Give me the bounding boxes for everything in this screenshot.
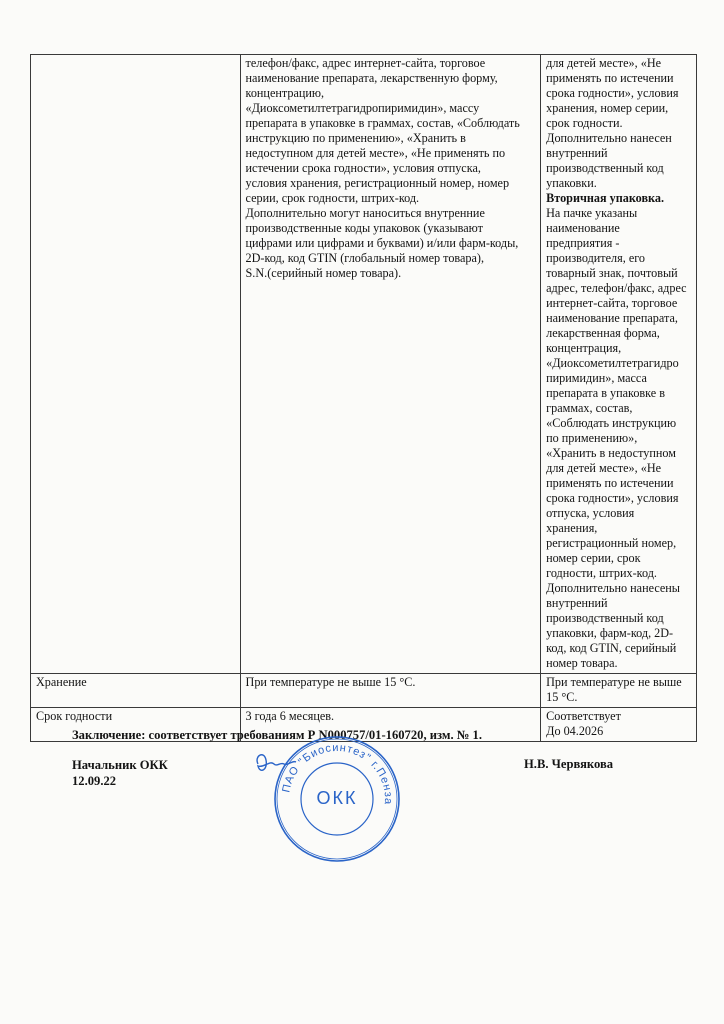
storage-result bbox=[541, 674, 697, 708]
signature-date: 12.09.22 bbox=[72, 774, 117, 788]
secondary-packaging-heading: Вторичная упаковка. bbox=[546, 191, 665, 205]
round-stamp bbox=[272, 734, 402, 864]
requirement-text: телефон/факс, адрес интернет-сайта, торговое наименование препарата, лекарственную форму, концентрацию, «Диоксометилтетрагидропиримидин», массу препарата в упаковке в граммах, состав, «Соблюдать инструкцию по применению», «Хранить в недоступном для детей месте», «Не применять по истечении срока годности», условия отпуска, условия хранения, регистрационный номер, номер серии, срок годности, штрих-код. Дополнительно могут наноситься внутренние производственные коды упаковок (указывают цифрами или цифрами и буквами) и/или фарм-коды, 2D-код, код GTIN (глобальный номер товара), S.N.(серийный номер товара). bbox=[245, 56, 520, 280]
storage-label-text: Хранение bbox=[36, 675, 87, 689]
stamp-ring-text: ПАО "Биосинтез" г.Пенза bbox=[280, 741, 395, 806]
signatory-block bbox=[72, 757, 168, 789]
shelf-life-result bbox=[541, 708, 697, 742]
storage-requirement-text: При температуре не выше 15 °С. bbox=[245, 675, 416, 689]
table-cell-requirement bbox=[240, 55, 541, 674]
stamp-center-text: ОКК bbox=[316, 788, 358, 808]
table-row bbox=[31, 55, 697, 674]
shelf-life-requirement-text: 3 года 6 месяцев. bbox=[245, 709, 335, 723]
table-cell-indicator bbox=[31, 55, 241, 674]
shelf-life-result-text: Соответствует До 04.2026 bbox=[546, 709, 621, 738]
shelf-life-label-text: Срок годности bbox=[36, 709, 113, 723]
signatory-name: Н.В. Червякова bbox=[524, 757, 614, 771]
table-cell-result bbox=[541, 55, 697, 674]
result-text-primary: для детей месте», «Не применять по истечении срока годности», условия хранения, номер серии, срок годности. Дополнительно нанесен внутренний производственный код упаковки. bbox=[546, 56, 679, 190]
storage-result-text: При температуре не выше 15 °С. bbox=[546, 675, 682, 704]
storage-requirement bbox=[240, 674, 541, 708]
signatory-title: Начальник ОКК bbox=[72, 758, 168, 772]
specification-table bbox=[30, 54, 697, 742]
storage-label bbox=[31, 674, 241, 708]
result-text-secondary: На пачке указаны наименование предприятия - производителя, его товарный знак, почтовый адрес, телефон/факс, адрес интернет-сайта, торговое наименование препарата, лекарственная форма, концентрация, «Диоксометилтетрагидро пиримидин», масса препарата в упаковке в граммах, состав, «Соблюдать инструкцию по применению», «Хранить в недоступном для детей месте», «Не применять по истечении срока годности», условия отпуска, условия хранения, регистрационный номер, номер серии, срок годности, штрих-код. Дополнительно нанесены внутренний производственный код упаковки, фарм-код, 2D- код, код GTIN, серийный номер товара. bbox=[546, 206, 687, 670]
table-row bbox=[31, 674, 697, 708]
conclusion-text: Заключение: соответствует требованиям Р N000757/01-160720, изм. № 1. bbox=[72, 728, 483, 742]
